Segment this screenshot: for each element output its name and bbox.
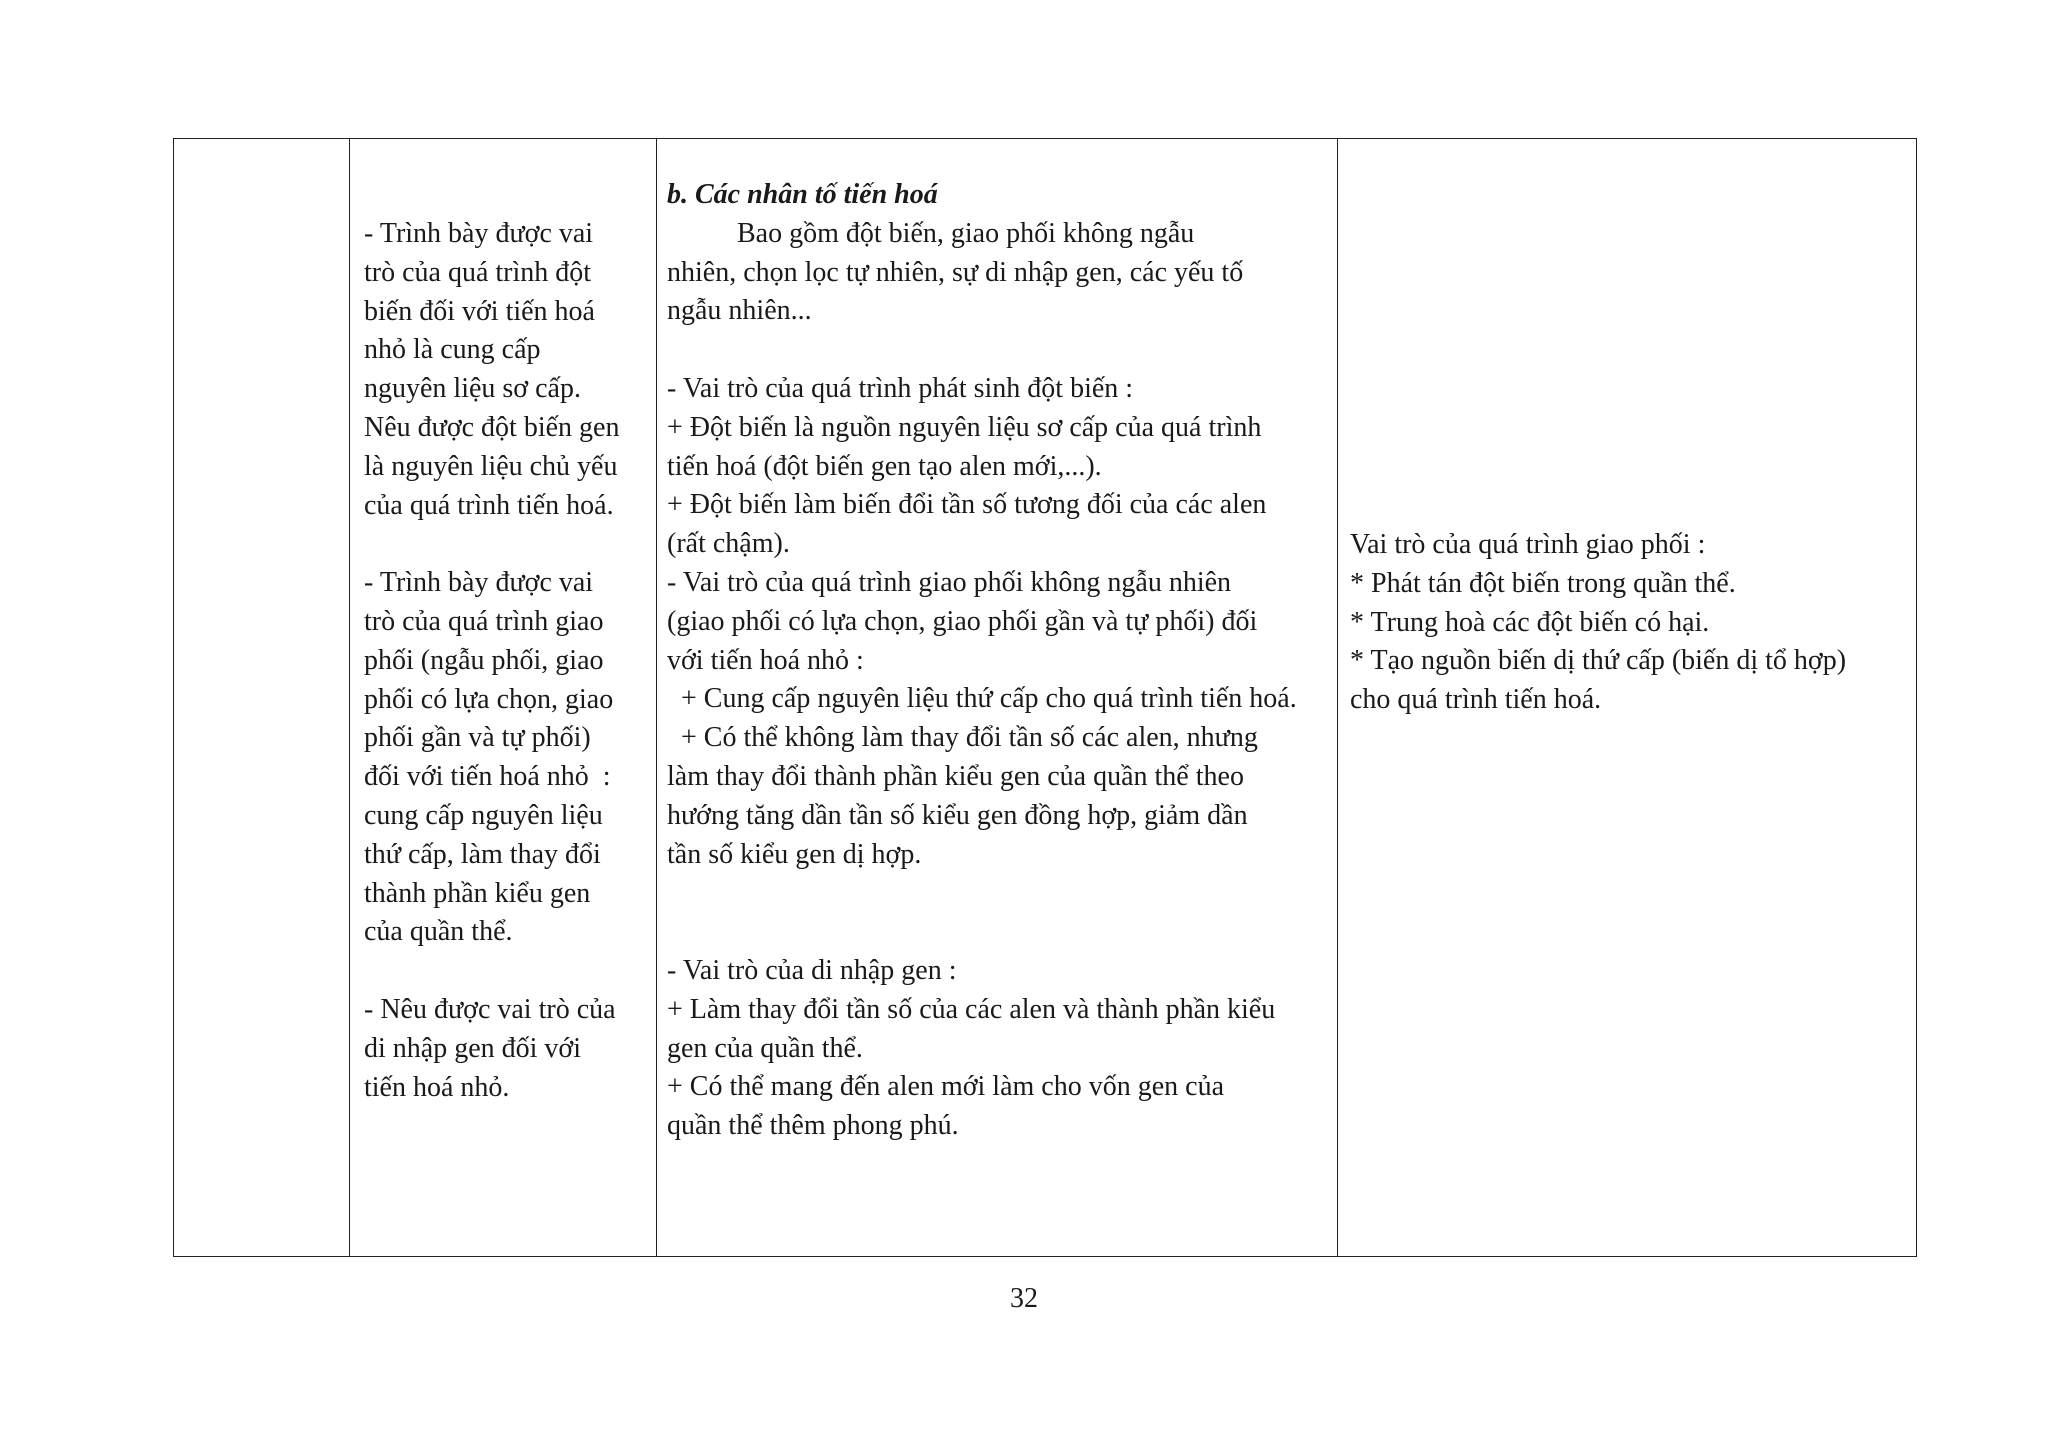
page-number: 32 [1010, 1283, 1038, 1314]
mating-bullet-1: + Cung cấp nguyên liệu thứ cấp cho quá trình tiến hoá. [667, 683, 1297, 715]
content-table [173, 138, 1917, 1257]
section-heading: b. Các nhân tố tiến hoá [667, 179, 938, 210]
objectives-text [350, 139, 656, 1107]
migration-role: - Vai trò của di nhập gen : + Làm thay đổi tần số của các alen và thành phần kiểu gen của quần thể. + Có thể mang đến alen mới làm cho vốn gen của quần thể thêm phong phú. [667, 954, 1276, 1142]
objective-mutation: - Trình bày được vai trò của quá trình đột biến đối với tiến hoá nhỏ là cung cấp nguyên liệu sơ cấp. Nêu được đột biến gen là nguyên liệu chủ yếu của quá trình tiến hoá. [364, 218, 620, 521]
content-text [657, 139, 1337, 1146]
mating-bullet-2: + Có thể không làm thay đổi tần số các alen, nhưng làm thay đổi thành phần kiểu gen của quần thể theo hướng tăng dần tần số kiểu gen đồng hợp, giảm dần tần số kiểu gen dị hợp. [667, 722, 1258, 870]
notes-cell [1338, 139, 1917, 1257]
objective-migration: - Nêu được vai trò của di nhập gen đối với tiến hoá nhỏ. [364, 993, 616, 1103]
factors-intro: Bao gồm đột biến, giao phối không ngẫu nhiên, chọn lọc tự nhiên, sự di nhập gen, các yếu tố ngẫu nhiên... [667, 217, 1244, 327]
table-row [174, 139, 1917, 1257]
mating-role-notes: Vai trò của quá trình giao phối : * Phát tán đột biến trong quần thể. * Trung hoà các đột biến có hại. * Tạo nguồn biến dị thứ cấp (biến dị tổ hợp) cho quá trình tiến hoá. [1350, 529, 1847, 716]
objectives-cell [350, 139, 657, 1257]
objective-mating: - Trình bày được vai trò của quá trình giao phối (ngẫu phối, giao phối có lựa chọn, giao phối gần và tự phối) đối với tiến hoá nhỏ : cung cấp nguyên liệu thứ cấp, làm thay đổi thành phần kiểu gen của quần thể. [364, 567, 614, 948]
content-cell [657, 139, 1338, 1257]
empty-cell [174, 139, 350, 1257]
mutation-role: - Vai trò của quá trình phát sinh đột biến : + Đột biến là nguồn nguyên liệu sơ cấp của quá trình tiến hoá (đột biến gen tạo alen mới,...). + Đột biến làm biến đổi tần số tương đối của các alen (rất chậm). - Vai trò của quá trình giao phối không ngẫu nhiên (giao phối có lựa chọn, giao phối gần và tự phối) đối với tiến hoá nhỏ : [667, 372, 1267, 676]
